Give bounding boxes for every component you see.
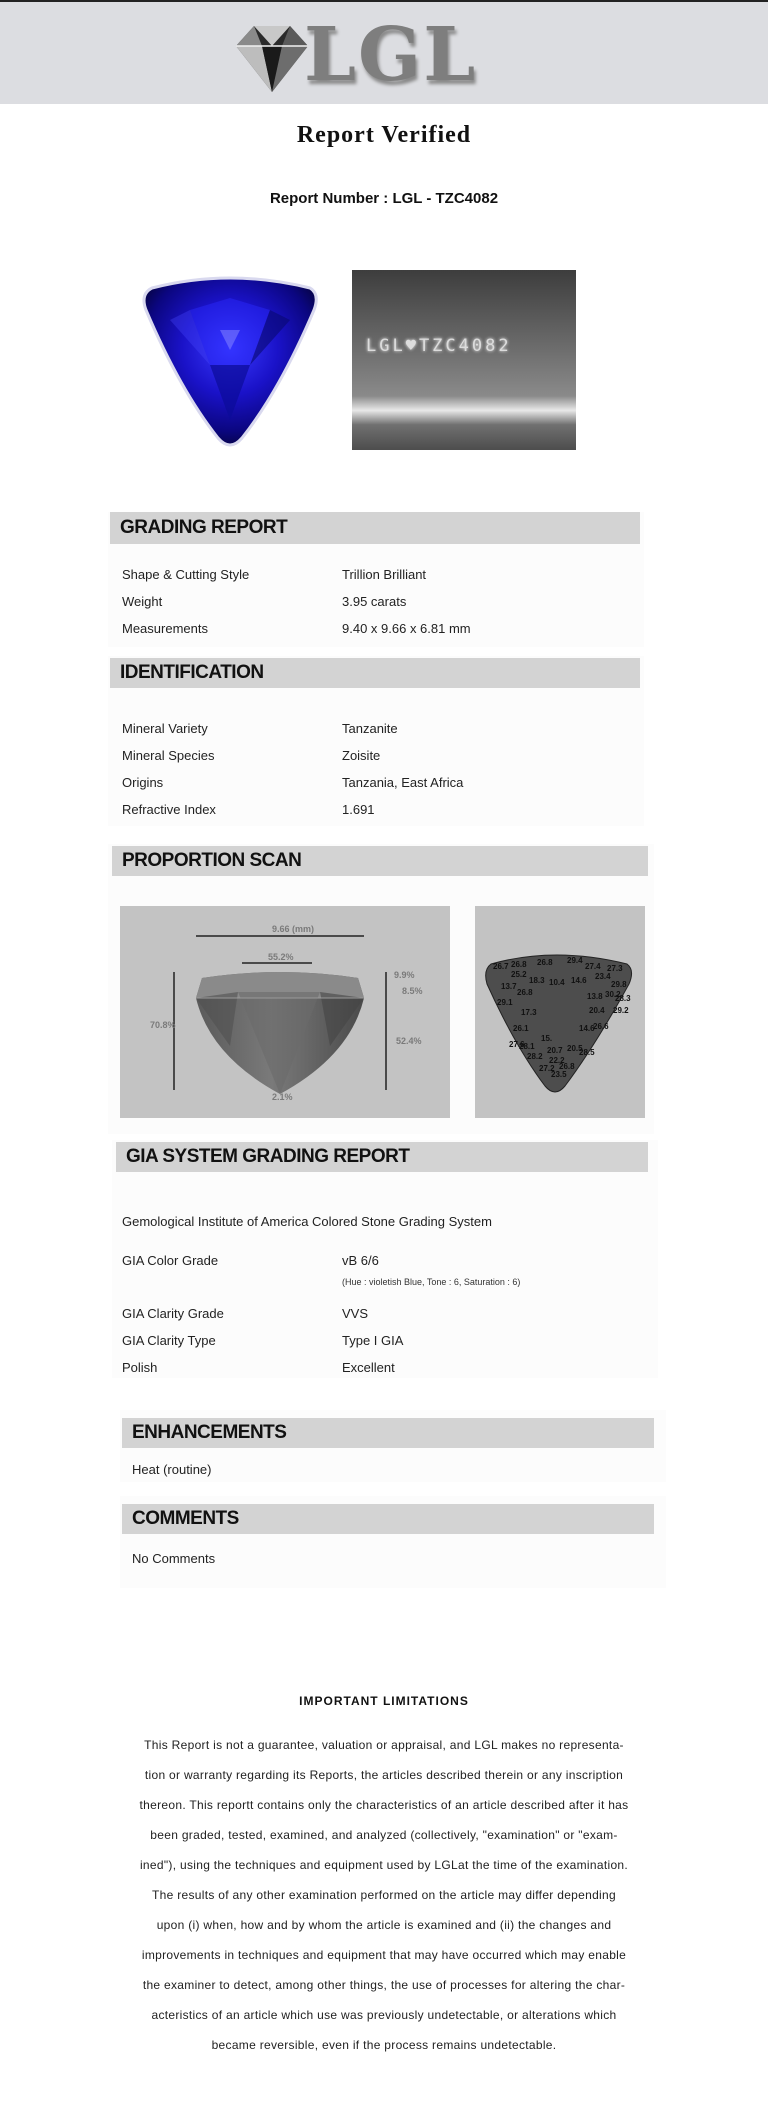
limitations-line: improvements in techniques and equipment that may have occurred which may enable (141, 1948, 627, 1962)
diamond-icon (232, 18, 312, 98)
facet-number: 26.1 (513, 1024, 529, 1033)
facet-number: 29.4 (567, 956, 583, 965)
table-label: 55.2% (268, 952, 294, 962)
facet-number: 26.6 (593, 1022, 609, 1031)
row-label: GIA Clarity Grade (122, 1306, 224, 1321)
limitations-line: tion or warranty regarding its Reports, the articles described therein or any inscription (144, 1768, 624, 1782)
gia-color-note: (Hue : violetish Blue, Tone : 6, Saturation : 6) (342, 1277, 521, 1287)
facet-number: 22.2 (549, 1056, 565, 1065)
facet-number: 27.2 (539, 1064, 555, 1073)
facet-number: 18.3 (529, 976, 545, 985)
row-value: Tanzania, East Africa (342, 775, 464, 790)
facet-number: 27.4 (585, 962, 601, 971)
facet-number: 15. (541, 1034, 553, 1043)
facet-number: 23.4 (595, 972, 611, 981)
row-value: VVS (342, 1306, 369, 1321)
inscription-photo (352, 270, 576, 450)
facet-number: 20.7 (547, 1046, 563, 1055)
limitations-line: The results of any other examination performed on the article may differ depending (152, 1888, 616, 1902)
row-value: Zoisite (342, 748, 381, 763)
facet-number: 28.5 (579, 1048, 595, 1057)
crown-label: 9.9% (394, 970, 415, 980)
grading-report-heading: GRADING REPORT (110, 512, 640, 544)
girdle-label: 8.5% (402, 986, 423, 996)
comments-heading: COMMENTS (122, 1504, 654, 1534)
row-value: 9.40 x 9.66 x 6.81 mm (342, 621, 471, 636)
facet-number: 30.2 (605, 990, 621, 999)
row-label: Shape & Cutting Style (122, 567, 250, 582)
limitations-line: acteristics of an article which use was previously undetectable, or alterations which (151, 2008, 617, 2022)
facet-number: 23.5 (551, 1070, 567, 1079)
row-value: vB 6/6 (342, 1253, 379, 1268)
limitations-line: This Report is not a guarantee, valuation or appraisal, and LGL makes no representa- (144, 1738, 624, 1752)
row-label: Mineral Variety (122, 721, 208, 736)
comments-text: No Comments (132, 1551, 216, 1566)
facet-number: 17.3 (521, 1008, 537, 1017)
row-label: Polish (122, 1360, 158, 1375)
enhancements-heading: ENHANCEMENTS (122, 1418, 654, 1448)
row-label: Measurements (122, 621, 208, 636)
row-value: Trillion Brilliant (342, 567, 427, 582)
limitations-line: ined"), using the techniques and equipment used by LGLat the time of the examination. (139, 1858, 629, 1872)
facet-number: 26.8 (517, 988, 533, 997)
lgl-logo[interactable] (232, 12, 492, 98)
culet-label: 2.1% (272, 1092, 293, 1102)
facet-number: 14.6 (571, 976, 587, 985)
report-number: Report Number : LGL - TZC4082 (269, 190, 499, 207)
proportion-top-diagram (475, 906, 645, 1118)
facet-number: 28.3 (615, 994, 631, 1003)
facet-number: 20.4 (589, 1006, 605, 1015)
gem-photo (130, 270, 330, 460)
facet-number: 20.5 (567, 1044, 583, 1053)
facet-number: 29.1 (497, 998, 513, 1007)
row-value: Tanzanite (342, 721, 398, 736)
identification-heading: IDENTIFICATION (110, 658, 640, 688)
facet-number: 14.6 (579, 1024, 595, 1033)
limitations-body (114, 1730, 654, 2060)
facet-number: 29.8 (611, 980, 627, 989)
facet-number: 26.8 (537, 958, 553, 967)
proportion-scan-heading: PROPORTION SCAN (112, 846, 648, 876)
width-label: 9.66 (mm) (272, 924, 315, 934)
limitations-line: became reversible, even if the process remains undetectable. (211, 2038, 557, 2052)
facet-number: 27.3 (607, 964, 623, 973)
facet-number: 10.4 (549, 978, 565, 987)
comments-section (120, 1496, 666, 1588)
gia-heading: GIA SYSTEM GRADING REPORT (116, 1142, 648, 1172)
pavilion-label: 52.4% (396, 1036, 422, 1046)
facet-number: 13.7 (501, 982, 517, 991)
facet-number: 29.2 (613, 1006, 629, 1015)
limitations-line: the examiner to detect, among other things, the use of processes for altering the char- (142, 1978, 626, 1992)
row-label: Origins (122, 775, 164, 790)
facet-number: 26.8 (559, 1062, 575, 1071)
limitations-title: IMPORTANT LIMITATIONS (299, 1694, 469, 1708)
inscription-text: LGL♥TZC4082 (366, 336, 512, 356)
row-value: Type I GIA (342, 1333, 404, 1348)
proportion-profile-diagram (120, 906, 450, 1118)
row-value: Excellent (342, 1360, 395, 1375)
facet-number: 26.8 (511, 960, 527, 969)
facet-number: 27.6 (509, 1040, 525, 1049)
header-banner (0, 2, 768, 104)
row-label: GIA Clarity Type (122, 1333, 216, 1348)
facet-number: 28.1 (519, 1042, 535, 1051)
facet-number: 13.8 (587, 992, 603, 1001)
limitations-line: upon (i) when, how and by whom the article is examined and (ii) the changes and (156, 1918, 612, 1932)
logo-text: LGL (304, 12, 478, 98)
top-view-numbers (475, 906, 645, 1118)
depth-label: 70.8% (150, 1020, 176, 1030)
row-label: Mineral Species (122, 748, 215, 763)
limitations-line: been graded, tested, examined, and analyzed (collectively, "examination" or "exam- (150, 1828, 618, 1842)
limitations-line: thereon. This reportt contains only the characteristics of an article described after it has (139, 1798, 629, 1812)
facet-number: 26.7 (493, 962, 509, 971)
facet-number: 28.2 (527, 1052, 543, 1061)
row-value: 1.691 (342, 802, 375, 817)
page-title: Report Verified (296, 122, 472, 148)
gia-system-text: Gemological Institute of America Colored Stone Grading System (122, 1214, 492, 1229)
identification-section (108, 656, 644, 826)
enhancements-text: Heat (routine) (132, 1462, 212, 1477)
row-label: GIA Color Grade (122, 1253, 219, 1268)
row-value: 3.95 carats (342, 594, 407, 609)
facet-number: 25.2 (511, 970, 527, 979)
row-label: Refractive Index (122, 802, 216, 817)
row-label: Weight (122, 594, 163, 609)
